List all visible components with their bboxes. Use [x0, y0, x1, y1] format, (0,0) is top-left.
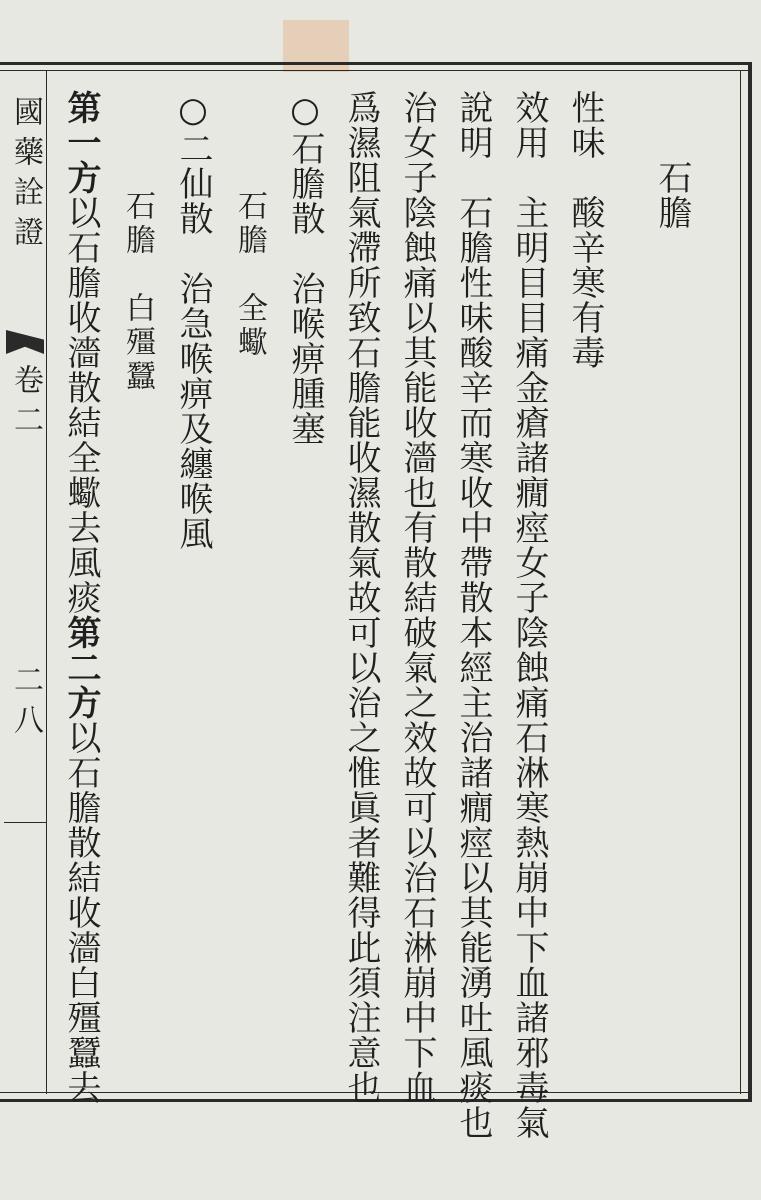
formula-2-title: ○二仙散 治急喉痹及纏喉風 — [173, 90, 213, 551]
commentary-first-formula: 第一方 — [61, 90, 101, 195]
commentary-text-2: 以石膽散結收濇白殭蠶去 — [61, 720, 101, 1105]
margin-page-rule — [4, 822, 46, 823]
formula-1-title: ○石膽散 治喉痹腫塞 — [285, 90, 325, 446]
margin-divider-rule — [46, 70, 47, 1094]
formula-1-ingredients: 石膽 全蠍 — [232, 190, 267, 360]
frame-right-rule — [748, 62, 752, 1102]
frame-top-rule — [0, 62, 752, 65]
text-column-explanation: 說明 石膽性味酸辛而寒收中帶散本經主治諸癇痙以其能湧吐風痰也 — [453, 90, 493, 1140]
text-column-explanation-3: 爲濕阻氣滯所致石膽能收濕散氣故可以治之惟眞者難得此須注意也 — [341, 90, 381, 1105]
entry-title: 石膽 — [652, 160, 692, 230]
frame-top-inner-rule — [0, 70, 752, 71]
commentary-column — [61, 90, 101, 1105]
commentary-second-formula: 第二方 — [61, 615, 101, 720]
formula-2-ingredients: 石膽 白殭蠶 — [120, 190, 155, 394]
commentary-text-1: 以石膽收濇散結全蠍去風痰 — [61, 195, 101, 615]
page-number: 二八 — [8, 664, 43, 744]
volume-label: 卷二 — [8, 364, 43, 444]
text-column-efficacy: 效用 主明目目痛金瘡諸癇痙女子陰蝕痛石淋寒熱崩中下血諸邪毒氣 — [509, 90, 549, 1140]
text-column-explanation-2: 治女子陰蝕痛以其能收濇也有散結破氣之效故可以治石淋崩中下血 — [397, 90, 437, 1105]
book-title: 國藥詮證 — [8, 96, 43, 256]
frame-right-inner-rule — [740, 70, 741, 1094]
text-column-nature: 性味 酸辛寒有毒 — [565, 90, 605, 370]
